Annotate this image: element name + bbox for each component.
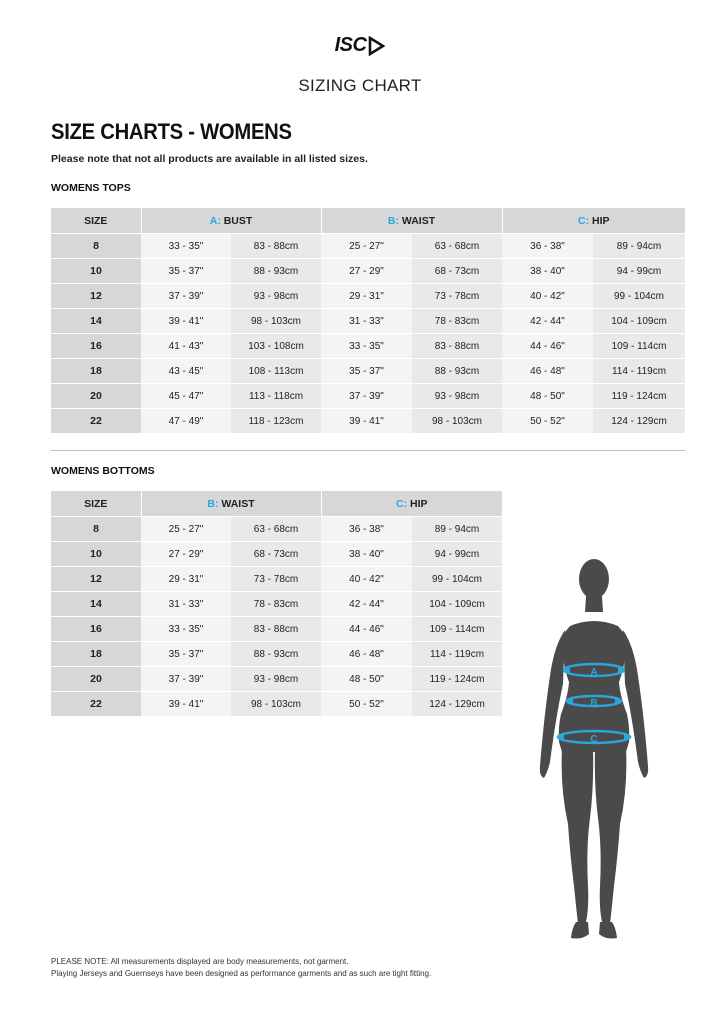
column-label: HIP <box>592 214 610 227</box>
brand-logo-text: ISC <box>334 34 367 56</box>
cm-cell: 68 - 73cm <box>231 542 321 567</box>
table-row <box>51 359 685 384</box>
cm-cell: 94 - 99cm <box>412 542 502 567</box>
cm-cell: 98 - 103cm <box>231 692 321 717</box>
table-row <box>51 409 685 434</box>
size-cell: 14 <box>51 592 141 617</box>
size-cell: 16 <box>51 617 141 642</box>
cm-cell: 99 - 104cm <box>593 284 685 309</box>
cm-cell: 78 - 83cm <box>412 309 502 334</box>
inches-cell: 39 - 41" <box>141 692 231 717</box>
inches-cell: 50 - 52" <box>321 692 412 717</box>
column-label: WAIST <box>221 497 255 510</box>
inches-cell: 42 - 44" <box>502 309 593 334</box>
size-cell: 12 <box>51 567 141 592</box>
table-row <box>51 334 685 359</box>
table-row <box>51 667 502 692</box>
inches-cell: 33 - 35" <box>141 617 231 642</box>
womens-tops-table <box>51 208 685 433</box>
cm-cell: 93 - 98cm <box>231 667 321 692</box>
size-cell: 14 <box>51 309 141 334</box>
document-title: SIZING CHART <box>298 76 422 95</box>
hip-header <box>321 491 502 517</box>
body-measurement-figure <box>526 556 666 946</box>
inches-cell: 39 - 41" <box>141 309 231 334</box>
size-header: SIZE <box>51 491 141 517</box>
cm-cell: 114 - 119cm <box>412 642 502 667</box>
inches-cell: 27 - 29" <box>321 259 412 284</box>
inches-cell: 44 - 46" <box>321 617 412 642</box>
table-header-row <box>51 208 685 234</box>
table-row <box>51 617 502 642</box>
waist-header <box>141 491 321 517</box>
cm-cell: 104 - 109cm <box>412 592 502 617</box>
inches-cell: 33 - 35" <box>141 234 231 259</box>
table-row <box>51 642 502 667</box>
cm-cell: 103 - 108cm <box>231 334 321 359</box>
inches-cell: 35 - 37" <box>141 259 231 284</box>
table-row <box>51 234 685 259</box>
column-letter: A: <box>209 214 221 227</box>
inches-cell: 25 - 27" <box>141 517 231 542</box>
inches-cell: 44 - 46" <box>502 334 593 359</box>
size-cell: 16 <box>51 334 141 359</box>
inches-cell: 48 - 50" <box>321 667 412 692</box>
cm-cell: 83 - 88cm <box>231 234 321 259</box>
footer-note-1: PLEASE NOTE: All measurements displayed are body measurements, not garment. <box>51 957 349 966</box>
inches-cell: 35 - 37" <box>141 642 231 667</box>
cm-cell: 83 - 88cm <box>231 617 321 642</box>
cm-cell: 63 - 68cm <box>231 517 321 542</box>
cm-cell: 89 - 94cm <box>593 234 685 259</box>
cm-cell: 93 - 98cm <box>231 284 321 309</box>
cm-cell: 104 - 109cm <box>593 309 685 334</box>
tops-section-title: WOMENS TOPS <box>51 182 131 194</box>
cm-cell: 83 - 88cm <box>412 334 502 359</box>
inches-cell: 31 - 33" <box>141 592 231 617</box>
cm-cell: 99 - 104cm <box>412 567 502 592</box>
size-cell: 8 <box>51 234 141 259</box>
cm-cell: 78 - 83cm <box>231 592 321 617</box>
inches-cell: 46 - 48" <box>502 359 593 384</box>
cm-cell: 63 - 68cm <box>412 234 502 259</box>
inches-cell: 46 - 48" <box>321 642 412 667</box>
size-cell: 18 <box>51 359 141 384</box>
bust-header <box>141 208 321 234</box>
inches-cell: 35 - 37" <box>321 359 412 384</box>
inches-cell: 31 - 33" <box>321 309 412 334</box>
cm-cell: 109 - 114cm <box>593 334 685 359</box>
section-divider <box>51 450 685 451</box>
table-row <box>51 592 502 617</box>
cm-cell: 118 - 123cm <box>231 409 321 434</box>
inches-cell: 39 - 41" <box>321 409 412 434</box>
figure-label-c: C <box>590 734 598 745</box>
play-arrow-icon <box>367 36 385 56</box>
inches-cell: 29 - 31" <box>321 284 412 309</box>
size-cell: 10 <box>51 259 141 284</box>
inches-cell: 37 - 39" <box>141 284 231 309</box>
cm-cell: 108 - 113cm <box>231 359 321 384</box>
availability-note: Please note that not all products are available in all listed sizes. <box>51 153 368 165</box>
inches-cell: 47 - 49" <box>141 409 231 434</box>
cm-cell: 113 - 118cm <box>231 384 321 409</box>
cm-cell: 68 - 73cm <box>412 259 502 284</box>
size-cell: 10 <box>51 542 141 567</box>
cm-cell: 94 - 99cm <box>593 259 685 284</box>
table-row <box>51 542 502 567</box>
cm-cell: 119 - 124cm <box>412 667 502 692</box>
hip-header <box>502 208 685 234</box>
size-cell: 20 <box>51 667 141 692</box>
inches-cell: 27 - 29" <box>141 542 231 567</box>
inches-cell: 37 - 39" <box>141 667 231 692</box>
table-row <box>51 692 502 717</box>
cm-cell: 88 - 93cm <box>412 359 502 384</box>
inches-cell: 38 - 40" <box>321 542 412 567</box>
footer-note-2: Playing Jerseys and Guernseys have been designed as performance garments and as such are tight fitting. <box>51 969 432 978</box>
cm-cell: 98 - 103cm <box>231 309 321 334</box>
cm-cell: 109 - 114cm <box>412 617 502 642</box>
column-label: WAIST <box>401 214 436 227</box>
figure-label-a: A <box>590 667 598 678</box>
column-letter: C: <box>395 497 408 510</box>
inches-cell: 29 - 31" <box>141 567 231 592</box>
cm-cell: 89 - 94cm <box>412 517 502 542</box>
cm-cell: 93 - 98cm <box>412 384 502 409</box>
size-cell: 12 <box>51 284 141 309</box>
table-row <box>51 567 502 592</box>
inches-cell: 36 - 38" <box>321 517 412 542</box>
cm-cell: 119 - 124cm <box>593 384 685 409</box>
table-row <box>51 284 685 309</box>
inches-cell: 42 - 44" <box>321 592 412 617</box>
inches-cell: 41 - 43" <box>141 334 231 359</box>
cm-cell: 124 - 129cm <box>593 409 685 434</box>
inches-cell: 38 - 40" <box>502 259 593 284</box>
inches-cell: 48 - 50" <box>502 384 593 409</box>
size-cell: 18 <box>51 642 141 667</box>
inches-cell: 43 - 45" <box>141 359 231 384</box>
figure-label-b: B <box>590 698 598 709</box>
size-header: SIZE <box>51 208 141 234</box>
womens-bottoms-table <box>51 491 502 716</box>
waist-header <box>321 208 502 234</box>
column-label: HIP <box>410 497 428 510</box>
cm-cell: 73 - 78cm <box>231 567 321 592</box>
brand-logo <box>0 34 720 57</box>
table-header-row <box>51 491 502 517</box>
column-label: BUST <box>223 214 253 227</box>
inches-cell: 40 - 42" <box>321 567 412 592</box>
inches-cell: 36 - 38" <box>502 234 593 259</box>
cm-cell: 73 - 78cm <box>412 284 502 309</box>
cm-cell: 114 - 119cm <box>593 359 685 384</box>
column-letter: B: <box>387 214 399 227</box>
inches-cell: 45 - 47" <box>141 384 231 409</box>
inches-cell: 40 - 42" <box>502 284 593 309</box>
table-row <box>51 309 685 334</box>
footer-notes <box>51 956 431 980</box>
cm-cell: 88 - 93cm <box>231 259 321 284</box>
size-cell: 20 <box>51 384 141 409</box>
table-row <box>51 384 685 409</box>
cm-cell: 88 - 93cm <box>231 642 321 667</box>
inches-cell: 50 - 52" <box>502 409 593 434</box>
column-letter: B: <box>207 497 219 510</box>
female-silhouette <box>540 559 648 939</box>
inches-cell: 33 - 35" <box>321 334 412 359</box>
inches-cell: 37 - 39" <box>321 384 412 409</box>
inches-cell: 25 - 27" <box>321 234 412 259</box>
cm-cell: 124 - 129cm <box>412 692 502 717</box>
size-cell: 8 <box>51 517 141 542</box>
table-row <box>51 517 502 542</box>
page-heading: SIZE CHARTS - WOMENS <box>51 119 292 144</box>
column-letter: C: <box>577 214 590 227</box>
size-cell: 22 <box>51 409 141 434</box>
bottoms-section-title: WOMENS BOTTOMS <box>51 465 155 477</box>
cm-cell: 98 - 103cm <box>412 409 502 434</box>
table-row <box>51 259 685 284</box>
size-cell: 22 <box>51 692 141 717</box>
